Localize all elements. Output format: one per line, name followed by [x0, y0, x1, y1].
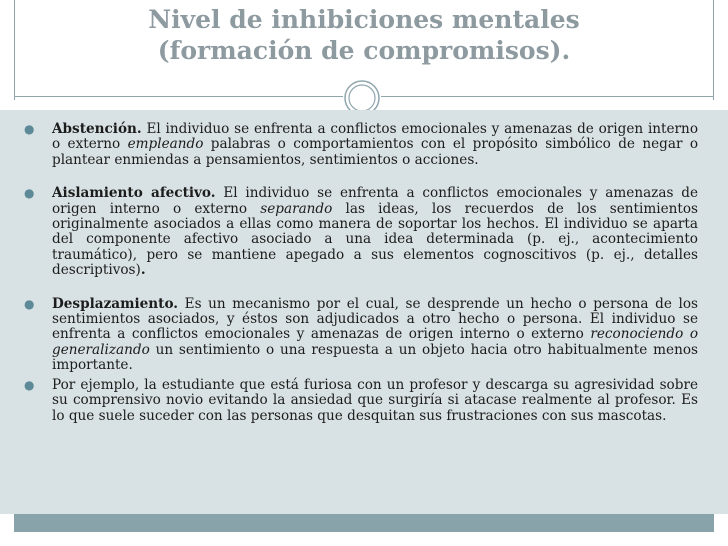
- bullet-text: El individuo se enfrenta a conflictos emocionales y amenazas de origen interno o externo: [52, 121, 698, 153]
- footer-bar: [14, 514, 714, 532]
- content-area: [0, 110, 728, 514]
- bullet-aislamiento: [22, 186, 698, 278]
- bullet-heading: Desplazamiento.: [52, 295, 179, 312]
- bullet-abstencion: [22, 122, 698, 168]
- bullet-text: palabras o comportamientos con el propósito simbólico de negar o plantear enmiendas a pensamientos, sentimientos o acciones.: [52, 136, 699, 168]
- bullet-text: Por ejemplo, la estudiante que está furiosa con un profesor y descarga su agresividad sobre su comprensivo novio evitando la ansiedad que surgiría si atacase realmente al profesor. Es lo que suele suceder con las personas que desquitan sus frustraciones con sus mascotas.: [52, 376, 698, 424]
- bullet-text: un sentimiento o una respuesta a un objeto hacia otro habitualmente menos importante.: [52, 341, 698, 374]
- bullet-dot-icon: ●: [24, 377, 35, 392]
- bullet-dot-icon: ●: [24, 122, 35, 136]
- bullet-emphasis: reconociendo o generalizando: [52, 326, 699, 358]
- title-line-1: Nivel de inhibiciones mentales: [148, 5, 580, 34]
- bullet-dot-icon: ●: [24, 296, 35, 311]
- bullet-ejemplo: [22, 378, 698, 424]
- bullet-emphasis: empleando: [127, 136, 204, 153]
- slide-title: [14, 0, 714, 84]
- bullet-emphasis: separando: [260, 200, 333, 217]
- bullet-heading: Abstención.: [52, 121, 142, 137]
- bullet-text: las ideas, los recuerdos de los sentimientos originalmente asociados a ellas como manera de soportar los hechos. El individuo se aparta del componente afectivo asociado a una idea determinada (p. ej., acontecimiento traumático), pero se mantiene apegado a sus elementos cognoscitivos (p. ej., detalles descriptivos): [52, 200, 699, 279]
- bullet-desplazamiento: [22, 297, 698, 374]
- bullet-tail: .: [140, 262, 146, 279]
- bullet-text: Es un mecanismo por el cual, se desprende un hecho o persona de los sentimientos asociados, y éstos son adjudicados a otro hecho o persona. El individuo se enfrenta a conflictos emocionales y amenazas de origen interno o externo: [52, 295, 698, 343]
- bullet-dot-icon: ●: [24, 186, 35, 201]
- bullet-text: El individuo se enfrenta a conflictos emocionales y amenazas de origen interno o externo: [52, 185, 698, 217]
- bullet-heading: Aislamiento afectivo.: [52, 185, 216, 202]
- title-line-2: (formación de compromisos).: [157, 36, 571, 65]
